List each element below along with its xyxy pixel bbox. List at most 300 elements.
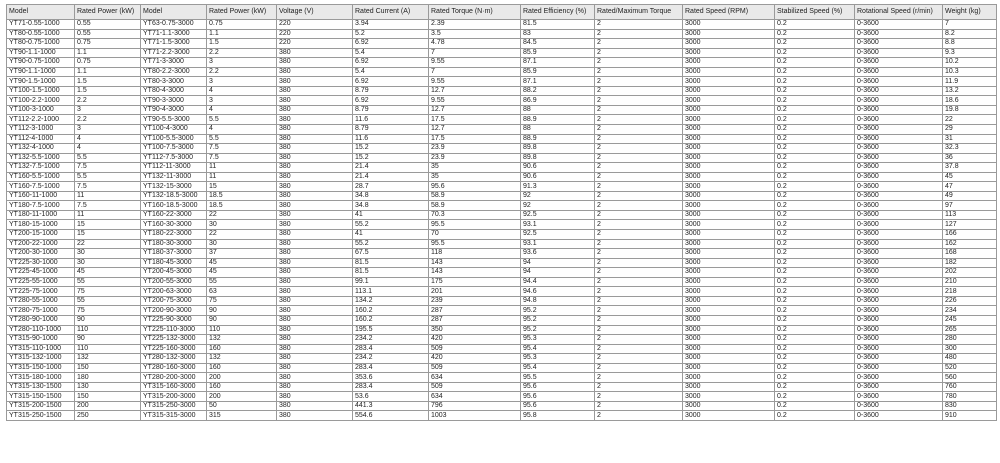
table-cell: YT315-150-1000 xyxy=(7,363,75,373)
table-cell: 93.1 xyxy=(521,239,595,249)
table-cell: 2 xyxy=(595,144,683,154)
table-cell: 3000 xyxy=(683,182,775,192)
table-cell: 22 xyxy=(943,115,997,125)
table-cell: 3000 xyxy=(683,77,775,87)
table-cell: 8.2 xyxy=(943,29,997,39)
table-cell: 0.2 xyxy=(775,354,855,364)
table-cell: 380 xyxy=(277,306,353,316)
table-cell: 5.2 xyxy=(353,29,429,39)
table-cell: 0.2 xyxy=(775,39,855,49)
table-cell: 0.2 xyxy=(775,163,855,173)
table-cell: YT112-4-1000 xyxy=(7,134,75,144)
table-cell: 0-3600 xyxy=(855,230,943,240)
table-cell: 3000 xyxy=(683,401,775,411)
table-cell: 830 xyxy=(943,401,997,411)
spec-table-container xyxy=(6,4,996,421)
table-cell: YT132-18.5-3000 xyxy=(141,191,207,201)
table-cell: 9.3 xyxy=(943,48,997,58)
table-cell: 250 xyxy=(75,411,141,421)
table-cell: 41 xyxy=(353,230,429,240)
table-cell: YT225-55-1000 xyxy=(7,277,75,287)
table-cell: 2 xyxy=(595,315,683,325)
table-cell: 0.2 xyxy=(775,277,855,287)
table-cell: YT71-1.5-3000 xyxy=(141,39,207,49)
table-row xyxy=(7,277,997,287)
table-cell: 2 xyxy=(595,220,683,230)
column-header: Rated/Maximum Torque xyxy=(595,5,683,20)
table-cell: 0.2 xyxy=(775,182,855,192)
column-header: Rated Current (A) xyxy=(353,5,429,20)
table-cell: 1.5 xyxy=(207,39,277,49)
table-cell: 8.8 xyxy=(943,39,997,49)
table-cell: 3000 xyxy=(683,392,775,402)
table-cell: 380 xyxy=(277,67,353,77)
table-cell: 6.92 xyxy=(353,39,429,49)
table-cell: YT100-3-1000 xyxy=(7,105,75,115)
table-row xyxy=(7,287,997,297)
table-cell: 2 xyxy=(595,344,683,354)
table-cell: 2 xyxy=(595,296,683,306)
table-cell: 265 xyxy=(943,325,997,335)
table-row xyxy=(7,67,997,77)
table-cell: 4 xyxy=(207,105,277,115)
table-cell: 234 xyxy=(943,306,997,316)
table-cell: 201 xyxy=(429,287,521,297)
table-cell: 0-3600 xyxy=(855,239,943,249)
table-cell: 12.7 xyxy=(429,125,521,135)
table-cell: 22 xyxy=(75,239,141,249)
table-cell: YT315-132-1000 xyxy=(7,354,75,364)
table-cell: YT132-5.5-1000 xyxy=(7,153,75,163)
table-cell: 380 xyxy=(277,77,353,87)
table-cell: 6.92 xyxy=(353,96,429,106)
table-cell: 3000 xyxy=(683,58,775,68)
table-cell: 0.75 xyxy=(207,20,277,30)
table-cell: 2 xyxy=(595,268,683,278)
table-cell: 4 xyxy=(75,134,141,144)
table-cell: 2 xyxy=(595,67,683,77)
table-cell: YT90-1.1-1000 xyxy=(7,67,75,77)
table-cell: 2 xyxy=(595,182,683,192)
table-cell: YT280-132-3000 xyxy=(141,354,207,364)
table-cell: 0.2 xyxy=(775,230,855,240)
table-cell: 0-3600 xyxy=(855,335,943,345)
table-cell: 95.3 xyxy=(521,335,595,345)
table-cell: 7 xyxy=(943,20,997,30)
table-cell: 87.1 xyxy=(521,77,595,87)
column-header: Rotational Speed (r/min) xyxy=(855,5,943,20)
table-cell: YT225-132-3000 xyxy=(141,335,207,345)
table-cell: 95.6 xyxy=(521,401,595,411)
table-cell: YT100-7.5-3000 xyxy=(141,144,207,154)
table-cell: 0.2 xyxy=(775,296,855,306)
table-cell: 2 xyxy=(595,249,683,259)
table-row xyxy=(7,96,997,106)
table-cell: 95.3 xyxy=(521,354,595,364)
table-cell: 3000 xyxy=(683,411,775,421)
table-cell: 0.2 xyxy=(775,392,855,402)
table-row xyxy=(7,125,997,135)
table-cell: 3000 xyxy=(683,48,775,58)
table-cell: 0-3600 xyxy=(855,258,943,268)
table-cell: YT160-11-1000 xyxy=(7,191,75,201)
table-cell: 1003 xyxy=(429,411,521,421)
table-cell: 353.6 xyxy=(353,373,429,383)
table-cell: 81.5 xyxy=(521,20,595,30)
table-cell: 287 xyxy=(429,306,521,316)
table-cell: 3000 xyxy=(683,20,775,30)
table-cell: 0-3600 xyxy=(855,144,943,154)
table-cell: 2 xyxy=(595,373,683,383)
table-cell: 4 xyxy=(75,144,141,154)
table-cell: 182 xyxy=(943,258,997,268)
table-cell: 554.6 xyxy=(353,411,429,421)
table-cell: 420 xyxy=(429,354,521,364)
table-cell: YT180-7.5-1000 xyxy=(7,201,75,211)
table-cell: 3000 xyxy=(683,191,775,201)
table-cell: 509 xyxy=(429,344,521,354)
table-cell: 21.4 xyxy=(353,172,429,182)
table-cell: YT225-30-1000 xyxy=(7,258,75,268)
table-cell: 0-3600 xyxy=(855,373,943,383)
table-cell: 3.94 xyxy=(353,20,429,30)
table-row xyxy=(7,239,997,249)
table-cell: 95.4 xyxy=(521,344,595,354)
table-cell: 3000 xyxy=(683,344,775,354)
table-cell: 1.1 xyxy=(75,67,141,77)
table-row xyxy=(7,86,997,96)
table-cell: 2 xyxy=(595,29,683,39)
table-cell: 0-3600 xyxy=(855,86,943,96)
table-cell: 0.2 xyxy=(775,48,855,58)
table-cell: 34.8 xyxy=(353,201,429,211)
table-cell: 0.2 xyxy=(775,258,855,268)
table-cell: 226 xyxy=(943,296,997,306)
table-cell: 2.2 xyxy=(207,48,277,58)
table-cell: 0-3600 xyxy=(855,105,943,115)
table-cell: 3000 xyxy=(683,67,775,77)
table-row xyxy=(7,268,997,278)
table-cell: 85.9 xyxy=(521,67,595,77)
table-cell: 95.5 xyxy=(429,220,521,230)
table-cell: 380 xyxy=(277,258,353,268)
table-cell: 780 xyxy=(943,392,997,402)
table-cell: 2 xyxy=(595,125,683,135)
table-cell: 49 xyxy=(943,191,997,201)
table-cell: 99.1 xyxy=(353,277,429,287)
column-header: Rated Efficiency (%) xyxy=(521,5,595,20)
table-cell: 94.8 xyxy=(521,296,595,306)
table-cell: 23.9 xyxy=(429,153,521,163)
table-cell: 41 xyxy=(353,210,429,220)
table-cell: 380 xyxy=(277,296,353,306)
table-cell: 4.78 xyxy=(429,39,521,49)
table-cell: 110 xyxy=(75,325,141,335)
table-cell: YT63-0.75-3000 xyxy=(141,20,207,30)
table-cell: 3000 xyxy=(683,29,775,39)
table-cell: 0-3600 xyxy=(855,191,943,201)
table-cell: 7.5 xyxy=(75,182,141,192)
table-cell: 18.6 xyxy=(943,96,997,106)
table-cell: 143 xyxy=(429,258,521,268)
table-cell: 110 xyxy=(75,344,141,354)
table-cell: 160 xyxy=(207,382,277,392)
table-row xyxy=(7,315,997,325)
table-cell: 3000 xyxy=(683,134,775,144)
table-cell: 110 xyxy=(207,325,277,335)
table-cell: 2 xyxy=(595,411,683,421)
table-cell: YT200-63-3000 xyxy=(141,287,207,297)
table-cell: 380 xyxy=(277,48,353,58)
table-cell: 1.1 xyxy=(75,48,141,58)
table-cell: 90 xyxy=(75,315,141,325)
table-cell: 0.2 xyxy=(775,191,855,201)
table-cell: 92 xyxy=(521,191,595,201)
table-cell: YT71-2.2-3000 xyxy=(141,48,207,58)
column-header: Rated Torque (N·m) xyxy=(429,5,521,20)
table-cell: 90 xyxy=(207,315,277,325)
table-cell: 113.1 xyxy=(353,287,429,297)
table-cell: 3000 xyxy=(683,363,775,373)
table-cell: 234.2 xyxy=(353,335,429,345)
table-cell: YT160-7.5-1000 xyxy=(7,182,75,192)
table-cell: 0.2 xyxy=(775,401,855,411)
table-cell: 95.6 xyxy=(521,392,595,402)
table-cell: 0-3600 xyxy=(855,39,943,49)
table-cell: YT80-2.2-3000 xyxy=(141,67,207,77)
table-cell: YT100-1.5-1000 xyxy=(7,86,75,96)
table-cell: 2 xyxy=(595,230,683,240)
table-cell: 195.5 xyxy=(353,325,429,335)
table-cell: 3000 xyxy=(683,144,775,154)
table-cell: 22 xyxy=(207,230,277,240)
table-cell: 94.6 xyxy=(521,287,595,297)
table-cell: 218 xyxy=(943,287,997,297)
table-cell: 17.5 xyxy=(429,115,521,125)
table-cell: 2 xyxy=(595,48,683,58)
table-cell: 37.8 xyxy=(943,163,997,173)
table-cell: 95.2 xyxy=(521,306,595,316)
table-cell: 32.3 xyxy=(943,144,997,154)
table-row xyxy=(7,230,997,240)
table-cell: 2 xyxy=(595,210,683,220)
table-cell: 3.5 xyxy=(429,29,521,39)
table-cell: 30 xyxy=(75,249,141,259)
table-cell: 15.2 xyxy=(353,144,429,154)
table-cell: 95.2 xyxy=(521,315,595,325)
table-cell: 85.9 xyxy=(521,48,595,58)
table-cell: 380 xyxy=(277,411,353,421)
table-cell: 34.8 xyxy=(353,191,429,201)
table-cell: 2 xyxy=(595,363,683,373)
table-cell: 3000 xyxy=(683,201,775,211)
column-header: Weight (kg) xyxy=(943,5,997,20)
table-cell: 380 xyxy=(277,144,353,154)
table-cell: 7.5 xyxy=(75,163,141,173)
table-row xyxy=(7,58,997,68)
table-cell: 47 xyxy=(943,182,997,192)
table-cell: YT315-150-1500 xyxy=(7,392,75,402)
table-cell: YT200-30-1000 xyxy=(7,249,75,259)
table-cell: 11 xyxy=(207,172,277,182)
table-cell: 87.1 xyxy=(521,58,595,68)
table-cell: 0-3600 xyxy=(855,287,943,297)
table-cell: YT180-22-3000 xyxy=(141,230,207,240)
table-cell: 380 xyxy=(277,335,353,345)
table-cell: 2 xyxy=(595,153,683,163)
table-cell: 0.2 xyxy=(775,411,855,421)
table-cell: 11.6 xyxy=(353,134,429,144)
table-cell: 75 xyxy=(75,287,141,297)
table-cell: 134.2 xyxy=(353,296,429,306)
table-cell: YT315-200-1500 xyxy=(7,401,75,411)
table-cell: YT100-4-3000 xyxy=(141,125,207,135)
table-cell: 21.4 xyxy=(353,163,429,173)
table-cell: 0.2 xyxy=(775,144,855,154)
table-cell: 22 xyxy=(207,210,277,220)
table-cell: 480 xyxy=(943,354,997,364)
table-cell: 95.6 xyxy=(521,382,595,392)
table-cell: 7.5 xyxy=(207,144,277,154)
table-cell: 0.2 xyxy=(775,220,855,230)
table-cell: 380 xyxy=(277,363,353,373)
table-cell: 37 xyxy=(207,249,277,259)
table-body xyxy=(7,20,997,421)
table-cell: 300 xyxy=(943,344,997,354)
table-cell: 11.6 xyxy=(353,115,429,125)
table-cell: 350 xyxy=(429,325,521,335)
table-cell: YT80-0.75-1000 xyxy=(7,39,75,49)
table-cell: YT112-2.2-1000 xyxy=(7,115,75,125)
table-cell: 0.55 xyxy=(75,20,141,30)
table-cell: 9.55 xyxy=(429,58,521,68)
table-cell: 0.2 xyxy=(775,239,855,249)
table-cell: 89.8 xyxy=(521,144,595,154)
table-cell: 3000 xyxy=(683,220,775,230)
table-cell: 0.2 xyxy=(775,382,855,392)
table-cell: 132 xyxy=(207,354,277,364)
table-cell: 91.3 xyxy=(521,182,595,192)
table-cell: 380 xyxy=(277,382,353,392)
table-cell: 0.2 xyxy=(775,249,855,259)
table-cell: 420 xyxy=(429,335,521,345)
table-cell: 130 xyxy=(75,382,141,392)
table-cell: 234.2 xyxy=(353,354,429,364)
table-cell: 380 xyxy=(277,239,353,249)
table-row xyxy=(7,201,997,211)
table-row xyxy=(7,411,997,421)
table-cell: 3000 xyxy=(683,210,775,220)
table-row xyxy=(7,210,997,220)
table-row xyxy=(7,77,997,87)
table-cell: 30 xyxy=(207,220,277,230)
table-cell: 0-3600 xyxy=(855,125,943,135)
table-cell: 380 xyxy=(277,58,353,68)
table-cell: 3000 xyxy=(683,258,775,268)
table-row xyxy=(7,296,997,306)
table-cell: 150 xyxy=(75,392,141,402)
table-cell: 160.2 xyxy=(353,315,429,325)
table-cell: 45 xyxy=(207,268,277,278)
table-cell: YT200-15-1000 xyxy=(7,230,75,240)
table-cell: 560 xyxy=(943,373,997,383)
table-cell: YT90-0.75-1000 xyxy=(7,58,75,68)
table-cell: 30 xyxy=(75,258,141,268)
table-cell: 0.2 xyxy=(775,96,855,106)
table-cell: 55 xyxy=(75,277,141,287)
table-cell: 175 xyxy=(429,277,521,287)
table-cell: 0.2 xyxy=(775,344,855,354)
table-cell: 380 xyxy=(277,86,353,96)
table-cell: 97 xyxy=(943,201,997,211)
table-cell: 441.3 xyxy=(353,401,429,411)
table-cell: YT315-130-1500 xyxy=(7,382,75,392)
table-cell: 17.5 xyxy=(429,134,521,144)
table-cell: 81.5 xyxy=(353,268,429,278)
table-cell: 634 xyxy=(429,373,521,383)
table-cell: 380 xyxy=(277,191,353,201)
table-cell: 0-3600 xyxy=(855,401,943,411)
table-cell: 3000 xyxy=(683,163,775,173)
table-cell: 11.9 xyxy=(943,77,997,87)
table-cell: 200 xyxy=(207,373,277,383)
table-cell: YT132-7.5-1000 xyxy=(7,163,75,173)
table-cell: 3000 xyxy=(683,230,775,240)
table-cell: 12.7 xyxy=(429,86,521,96)
table-cell: YT315-110-1000 xyxy=(7,344,75,354)
table-cell: 88.2 xyxy=(521,86,595,96)
table-cell: 509 xyxy=(429,382,521,392)
table-cell: 90 xyxy=(207,306,277,316)
table-cell: 8.79 xyxy=(353,105,429,115)
table-cell: 0.2 xyxy=(775,153,855,163)
table-cell: YT100-2.2-1000 xyxy=(7,96,75,106)
motor-spec-table xyxy=(6,4,997,421)
table-cell: 5.5 xyxy=(207,134,277,144)
table-row xyxy=(7,220,997,230)
table-cell: YT280-75-1000 xyxy=(7,306,75,316)
table-cell: 36 xyxy=(943,153,997,163)
table-cell: 380 xyxy=(277,277,353,287)
table-cell: 81.5 xyxy=(353,258,429,268)
table-cell: 380 xyxy=(277,249,353,259)
table-cell: 95.6 xyxy=(429,182,521,192)
table-cell: YT315-180-1000 xyxy=(7,373,75,383)
table-cell: YT225-160-3000 xyxy=(141,344,207,354)
table-cell: YT315-250-1500 xyxy=(7,411,75,421)
table-cell: 3000 xyxy=(683,249,775,259)
table-cell: 70 xyxy=(429,230,521,240)
table-cell: 2 xyxy=(595,115,683,125)
table-cell: 2 xyxy=(595,201,683,211)
table-cell: 5.4 xyxy=(353,67,429,77)
table-cell: 0-3600 xyxy=(855,277,943,287)
table-cell: YT315-200-3000 xyxy=(141,392,207,402)
table-cell: 70.3 xyxy=(429,210,521,220)
table-cell: YT280-55-1000 xyxy=(7,296,75,306)
table-cell: 380 xyxy=(277,401,353,411)
table-cell: 75 xyxy=(207,296,277,306)
table-cell: YT225-45-1000 xyxy=(7,268,75,278)
table-cell: 11 xyxy=(75,191,141,201)
table-cell: 0-3600 xyxy=(855,58,943,68)
table-cell: 0-3600 xyxy=(855,67,943,77)
table-cell: 0.2 xyxy=(775,268,855,278)
table-cell: 88.9 xyxy=(521,115,595,125)
table-cell: 0-3600 xyxy=(855,115,943,125)
column-header: Model xyxy=(7,5,75,20)
table-cell: 0.2 xyxy=(775,86,855,96)
